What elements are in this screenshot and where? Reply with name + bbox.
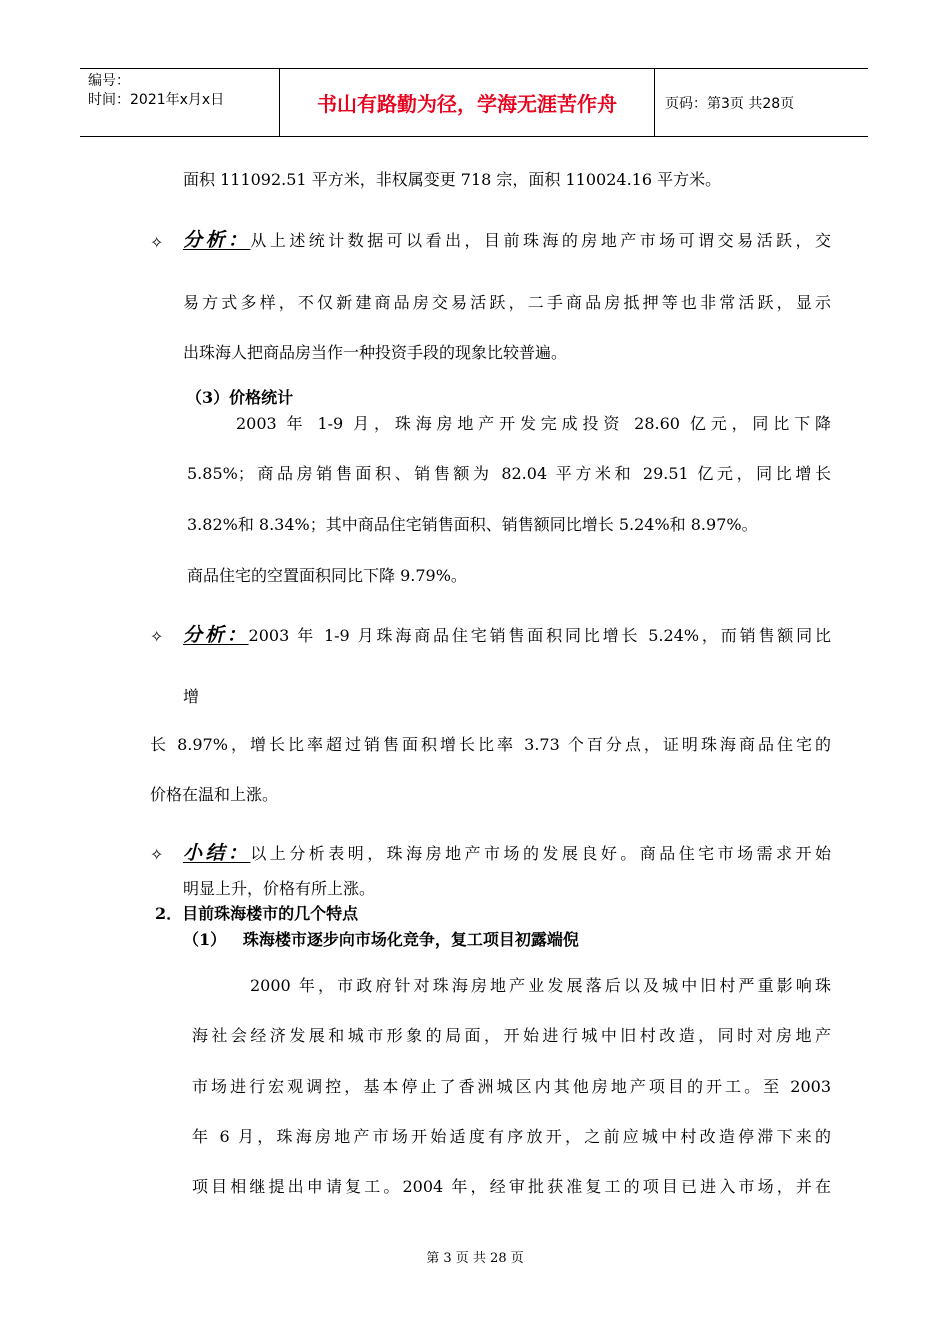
analysis-line: 易方式多样，不仅新建商品房交易活跃，二手商品房抵押等也非常活跃，显示	[183, 293, 831, 312]
analysis-line: 长 8.97%，增长比率超过销售面积增长比率 3.73 个百分点，证明珠海商品住宅的	[150, 735, 831, 754]
paragraph-line: 年 6 月，珠海房地产市场开始适度有序放开，之前应城中村改造停滞下来的	[192, 1127, 831, 1146]
header-motto: 书山有路勤为径，学海无涯苦作舟	[280, 69, 655, 136]
analysis-line: 分析：从上述统计数据可以看出，目前珠海的房地产市场可谓交易活跃，交	[183, 229, 831, 251]
number-label: 编号：	[88, 73, 130, 89]
bullet-icon: ✧	[150, 627, 164, 646]
paragraph-line: 项目相继提出申请复工。2004 年，经审批获准复工的项目已进入市场，并在	[192, 1177, 831, 1196]
paragraph-line: 市场进行宏观调控，基本停止了香洲城区内其他房地产项目的开工。至 2003	[192, 1077, 831, 1096]
page-header	[80, 68, 868, 137]
analysis-label: 分析：	[183, 624, 249, 646]
subsection-heading: （1） 珠海楼市逐步向市场化竞争，复工项目初露端倪	[183, 930, 579, 949]
price-heading: （3）价格统计	[186, 388, 294, 407]
paragraph-line: 海社会经济发展和城市形象的局面，开始进行城中旧村改造，同时对房地产	[192, 1026, 831, 1045]
header-page-info: 页码：第3页 共28页	[665, 95, 795, 112]
price-line: 3.82%和 8.34%；其中商品住宅销售面积、销售额同比增长 5.24%和 8.97%。	[187, 515, 758, 534]
paragraph-line: 2000 年，市政府针对珠海房地产业发展落后以及城中旧村严重影响珠	[250, 976, 831, 995]
analysis-line: 分析：2003 年 1-9 月珠海商品住宅销售面积同比增长 5.24%，而销售额同比	[183, 624, 831, 646]
analysis-line: 价格在温和上涨。	[150, 785, 279, 804]
bullet-icon: ✧	[150, 845, 164, 864]
section-heading: 2．目前珠海楼市的几个特点	[155, 904, 359, 923]
analysis-line: 出珠海人把商品房当作一种投资手段的现象比较普遍。	[183, 343, 568, 362]
analysis-line: 增	[183, 687, 200, 706]
price-line: 2003 年 1-9 月，珠海房地产开发完成投资 28.60 亿元，同比下降	[236, 414, 831, 433]
paragraph-line: 面积 111092.51 平方米，非权属变更 718 宗，面积 110024.16 平方米。	[183, 170, 722, 189]
price-line: 商品住宅的空置面积同比下降 9.79%。	[187, 566, 467, 585]
bullet-icon: ✧	[150, 233, 164, 252]
analysis-label: 分析：	[183, 229, 251, 251]
summary-label: 小结：	[183, 842, 251, 864]
page-footer: 第 3 页 共 28 页	[426, 1251, 524, 1266]
price-line: 5.85%；商品房销售面积、销售额为 82.04 平方米和 29.51 亿元，同比增长	[187, 464, 831, 483]
time-label: 时间：2021年x月x日	[88, 92, 225, 108]
summary-line: 明显上升，价格有所上涨。	[183, 879, 376, 898]
summary-line: 小结：以上分析表明，珠海房地产市场的发展良好。商品住宅市场需求开始	[183, 842, 831, 864]
header-meta	[80, 69, 280, 136]
